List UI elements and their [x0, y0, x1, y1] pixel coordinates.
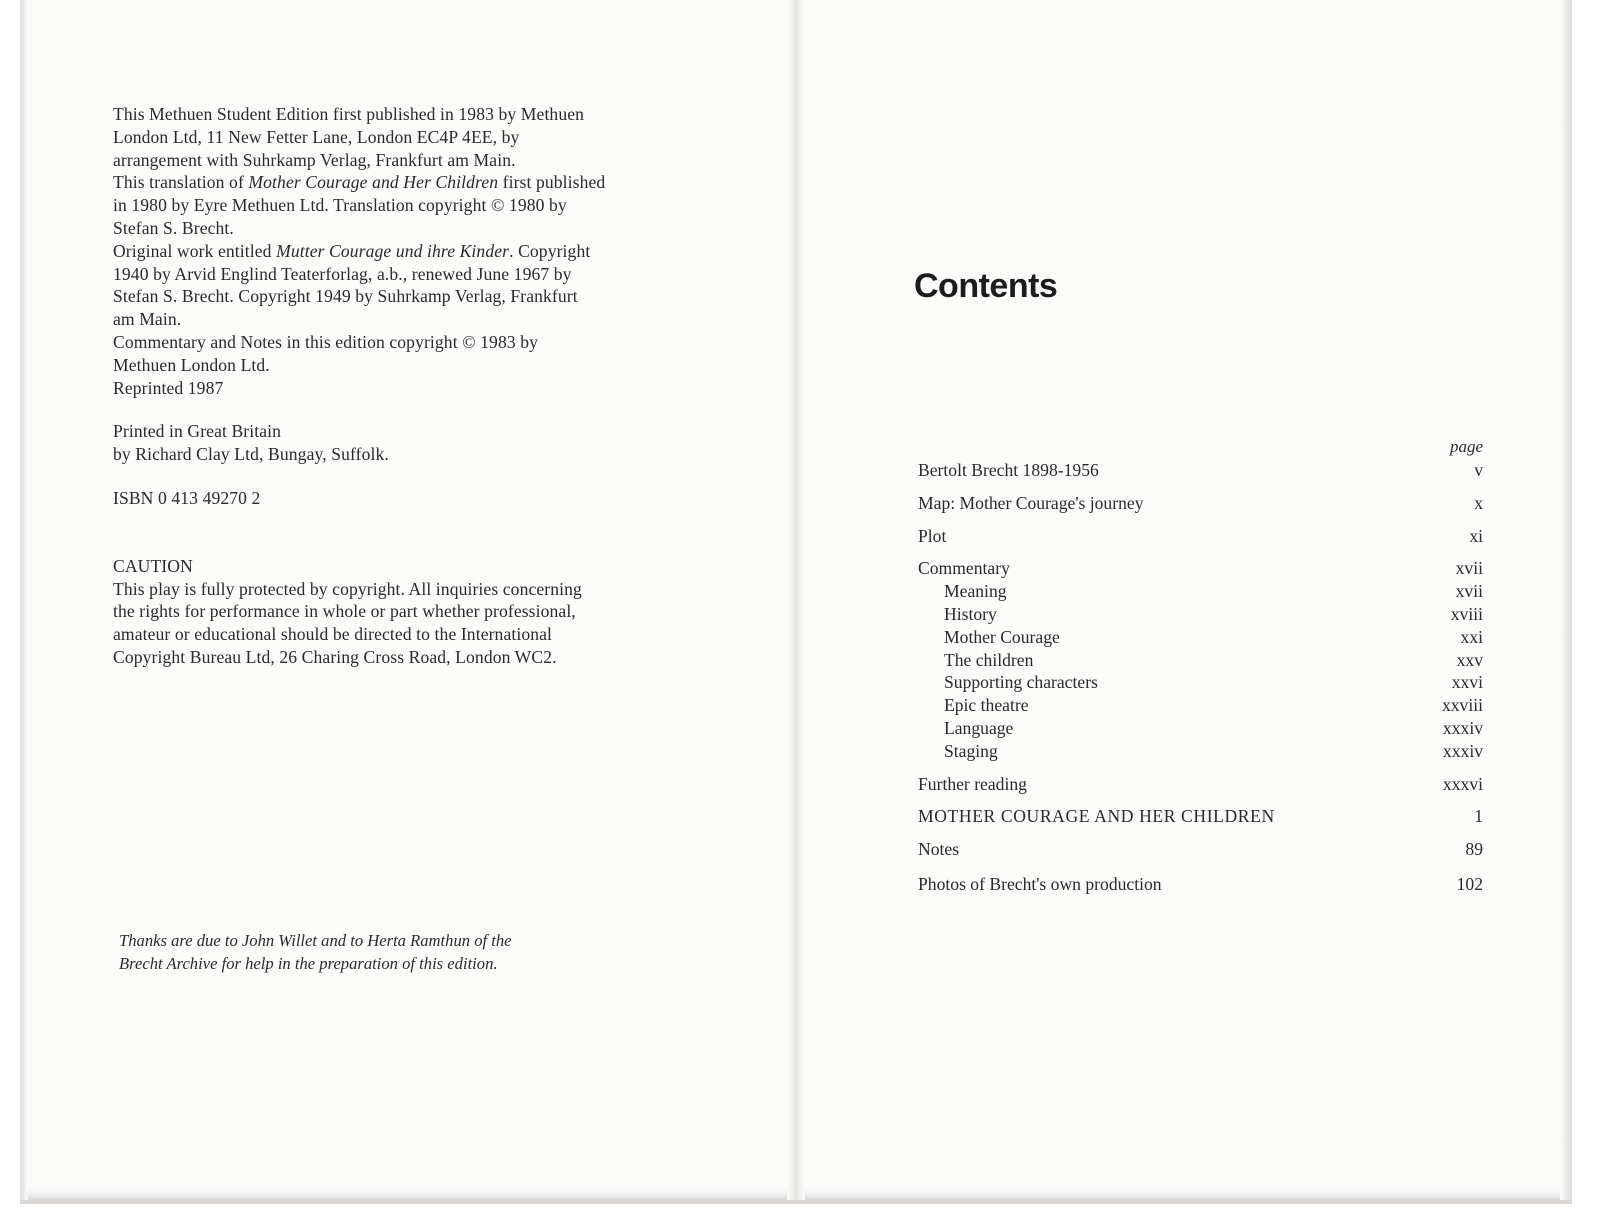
table-of-contents: [918, 437, 1483, 896]
copyright-page: [113, 103, 673, 669]
page-edge-right: [1560, 0, 1572, 1200]
toc-title: Language: [944, 717, 1014, 738]
toc-entry: [918, 838, 1483, 861]
toc-page: xxxiv: [1442, 717, 1483, 738]
toc-title: Epic theatre: [944, 695, 1029, 716]
page-title: Contents: [914, 267, 1058, 305]
toc-title: Map: Mother Courage's journey: [918, 492, 1144, 513]
caution-heading: CAUTION: [113, 555, 193, 576]
toc-entry: [918, 492, 1483, 515]
caution-paragraph: [113, 555, 673, 669]
toc-title: Photos of Brecht's own production: [918, 873, 1162, 894]
toc-entry: [918, 805, 1483, 828]
toc-page: xxxiv: [1442, 740, 1483, 761]
text-line: London Ltd, 11 New Fetter Lane, London EC4P 4EE, by: [113, 126, 520, 147]
text-line: amateur or educational should be directed to the International: [113, 624, 553, 645]
toc-page: xxxvi: [1442, 773, 1483, 794]
text-line: in 1980 by Eyre Methuen Ltd. Translation copyright © 1980 by: [113, 195, 567, 216]
acknowledgement: [119, 930, 589, 975]
toc-subentry: [918, 626, 1483, 649]
toc-entry: [918, 459, 1483, 482]
text-line: arrangement with Suhrkamp Verlag, Frankfurt am Main.: [113, 149, 516, 170]
toc-title: Plot: [918, 525, 947, 546]
toc-subentry: [918, 671, 1483, 694]
text-line: Stefan S. Brecht.: [113, 217, 234, 238]
toc-title: The children: [944, 649, 1034, 670]
toc-page: xvii: [1455, 581, 1483, 602]
toc-page: 102: [1456, 873, 1483, 894]
toc-page: xxviii: [1441, 695, 1483, 716]
page-column-label: page: [1449, 437, 1483, 456]
toc-subentry: [918, 740, 1483, 763]
translation-paragraph: [113, 171, 673, 239]
book-title-italic: Mutter Courage und ihre Kinder: [276, 240, 510, 261]
toc-page: v: [1474, 460, 1483, 480]
text-line: the rights for performance in whole or part whether professional,: [113, 601, 576, 622]
text-line: am Main.: [113, 309, 182, 330]
text-line: Methuen London Ltd.: [113, 354, 270, 375]
text-line: This play is fully protected by copyright. All inquiries concerning: [113, 578, 582, 599]
text-fragment: This translation of: [113, 172, 249, 193]
toc-subentry: [918, 580, 1483, 603]
text-line: [113, 240, 673, 263]
toc-page: xxvi: [1451, 672, 1483, 693]
toc-title: History: [944, 603, 997, 624]
text-line: Printed in Great Britain: [113, 421, 282, 442]
publication-paragraph: [113, 103, 673, 171]
toc-page: xxv: [1456, 649, 1483, 670]
toc-page: xi: [1469, 525, 1483, 546]
toc-page: 89: [1465, 839, 1483, 860]
text-fragment: first published: [498, 172, 606, 193]
toc-page: xxi: [1460, 626, 1483, 647]
book-gutter: [787, 0, 805, 1200]
toc-entry: [918, 525, 1483, 548]
toc-title: Notes: [918, 839, 960, 860]
book-title-italic: Mother Courage and Her Children: [248, 172, 499, 193]
text-line: by Richard Clay Ltd, Bungay, Suffolk.: [113, 444, 389, 465]
page-edge-left: [20, 0, 28, 1200]
toc-subentry: [918, 694, 1483, 717]
toc-entry: [918, 557, 1483, 580]
text-line: Commentary and Notes in this edition copyright © 1983 by: [113, 331, 539, 352]
isbn: ISBN 0 413 49270 2: [113, 487, 261, 508]
text-fragment: Original work entitled: [113, 240, 277, 261]
text-line: Copyright Bureau Ltd, 26 Charing Cross Road, London WC2.: [113, 646, 557, 667]
toc-title: Staging: [944, 740, 998, 761]
toc-subentry: [918, 649, 1483, 672]
text-line: Thanks are due to John Willet and to Herta Ramthun of the: [119, 931, 512, 950]
text-line: Reprinted 1987: [113, 377, 224, 398]
toc-title: Meaning: [944, 581, 1007, 602]
toc-entry: [918, 773, 1483, 796]
text-line: 1940 by Arvid Englind Teaterforlag, a.b., renewed June 1967 by: [113, 263, 572, 284]
toc-title: Bertolt Brecht 1898-1956: [918, 460, 1099, 480]
toc-subentry: [918, 603, 1483, 626]
toc-entry: [918, 873, 1483, 896]
text-line: Brecht Archive for help in the preparation of this edition.: [119, 953, 498, 973]
commentary-copyright-paragraph: [113, 331, 673, 399]
text-line: [113, 171, 673, 194]
toc-page: xvii: [1455, 558, 1483, 579]
toc-title: Mother Courage: [944, 626, 1060, 647]
printer-paragraph: [113, 420, 673, 466]
toc-page: 1: [1474, 806, 1483, 827]
toc-title: Further reading: [918, 773, 1027, 794]
toc-title: MOTHER COURAGE AND HER CHILDREN: [918, 806, 1275, 827]
toc-title: Supporting characters: [944, 672, 1098, 693]
toc-title: Commentary: [918, 558, 1010, 579]
toc-page: x: [1474, 492, 1483, 513]
toc-subentry: [918, 717, 1483, 740]
text-line: Stefan S. Brecht. Copyright 1949 by Suhrkamp Verlag, Frankfurt: [113, 286, 578, 307]
text-line: This Methuen Student Edition first published in 1983 by Methuen: [113, 104, 585, 124]
original-work-paragraph: [113, 240, 673, 331]
toc-page: xviii: [1450, 603, 1483, 624]
text-fragment: . Copyright: [509, 240, 591, 261]
